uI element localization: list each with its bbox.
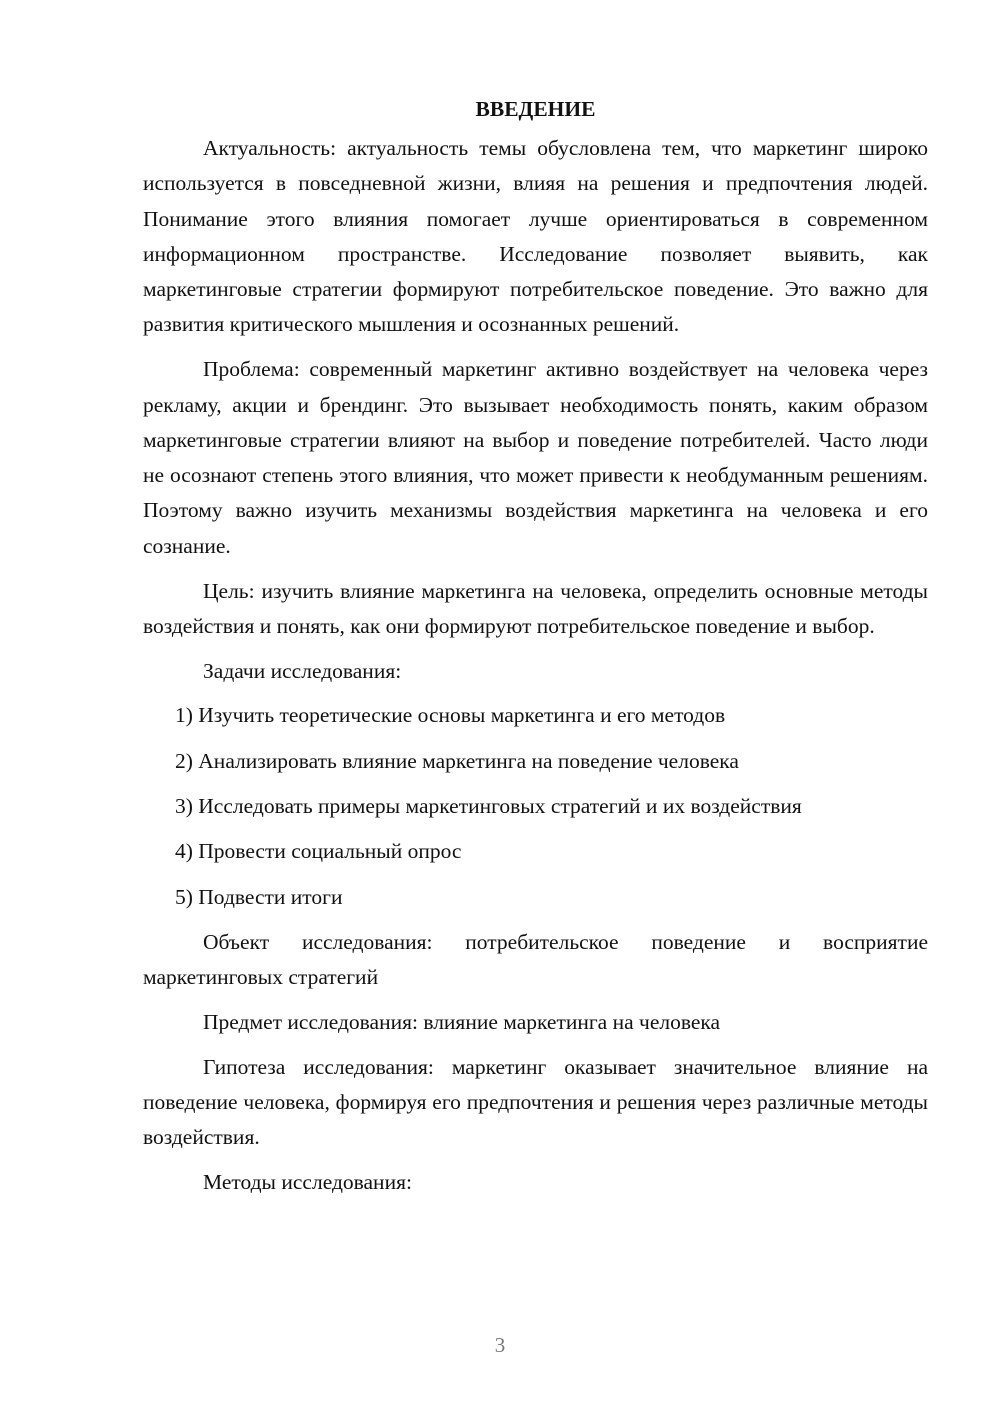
hypothesis-paragraph: Гипотеза исследования: маркетинг оказывает значительное влияние на поведение человека, формируя его предпочтения и решения через различные методы воздействия.: [143, 1054, 928, 1150]
list-item: 4) Провести социальный опрос: [175, 839, 462, 864]
object-paragraph: Объект исследования: потребительское поведение и восприятие маркетинговых стратегий: [143, 929, 928, 990]
problem-paragraph: Проблема: современный маркетинг активно воздействует на человека через рекламу, акции и брендинг. Это вызывает необходимость понять, каким образом маркетинговые стратегии влияют на выбор и поведение потребителей. Часто люди не осознают степень этого влияния, что может привести к необдуманным решениям. Поэтому важно изучить механизмы воздействия маркетинга на человека и его сознание.: [143, 357, 928, 558]
methods-heading: Методы исследования:: [203, 1170, 412, 1195]
section-title: ВВЕДЕНИЕ: [475, 97, 596, 121]
list-item: 5) Подвести итоги: [175, 884, 343, 909]
list-item: 1) Изучить теоретические основы маркетинга и его методов: [175, 703, 726, 728]
relevance-paragraph: Актуальность: актуальность темы обусловлена тем, что маркетинг широко используется в повседневной жизни, влияя на решения и предпочтения людей. Понимание этого влияния помогает лучше ориентироваться в современном информационном пространстве. Исследование позволяет выявить, как маркетинговые стратегии формируют потребительское поведение. Это важно для развития критического мышления и осознанных решений.: [143, 136, 928, 337]
page-number: 3: [494, 1333, 506, 1357]
subject-paragraph: Предмет исследования: влияние маркетинга на человека: [203, 1010, 721, 1035]
goal-paragraph: Цель: изучить влияние маркетинга на человека, определить основные методы воздействия и понять, как они формируют потребительское поведение и выбор.: [143, 578, 928, 638]
tasks-list: [143, 698, 928, 914]
list-item: 2) Анализировать влияние маркетинга на поведение человека: [175, 748, 739, 773]
tasks-heading: Задачи исследования:: [203, 658, 402, 683]
document-page: [143, 92, 928, 1210]
list-item: 3) Исследовать примеры маркетинговых стратегий и их воздействия: [175, 794, 802, 819]
